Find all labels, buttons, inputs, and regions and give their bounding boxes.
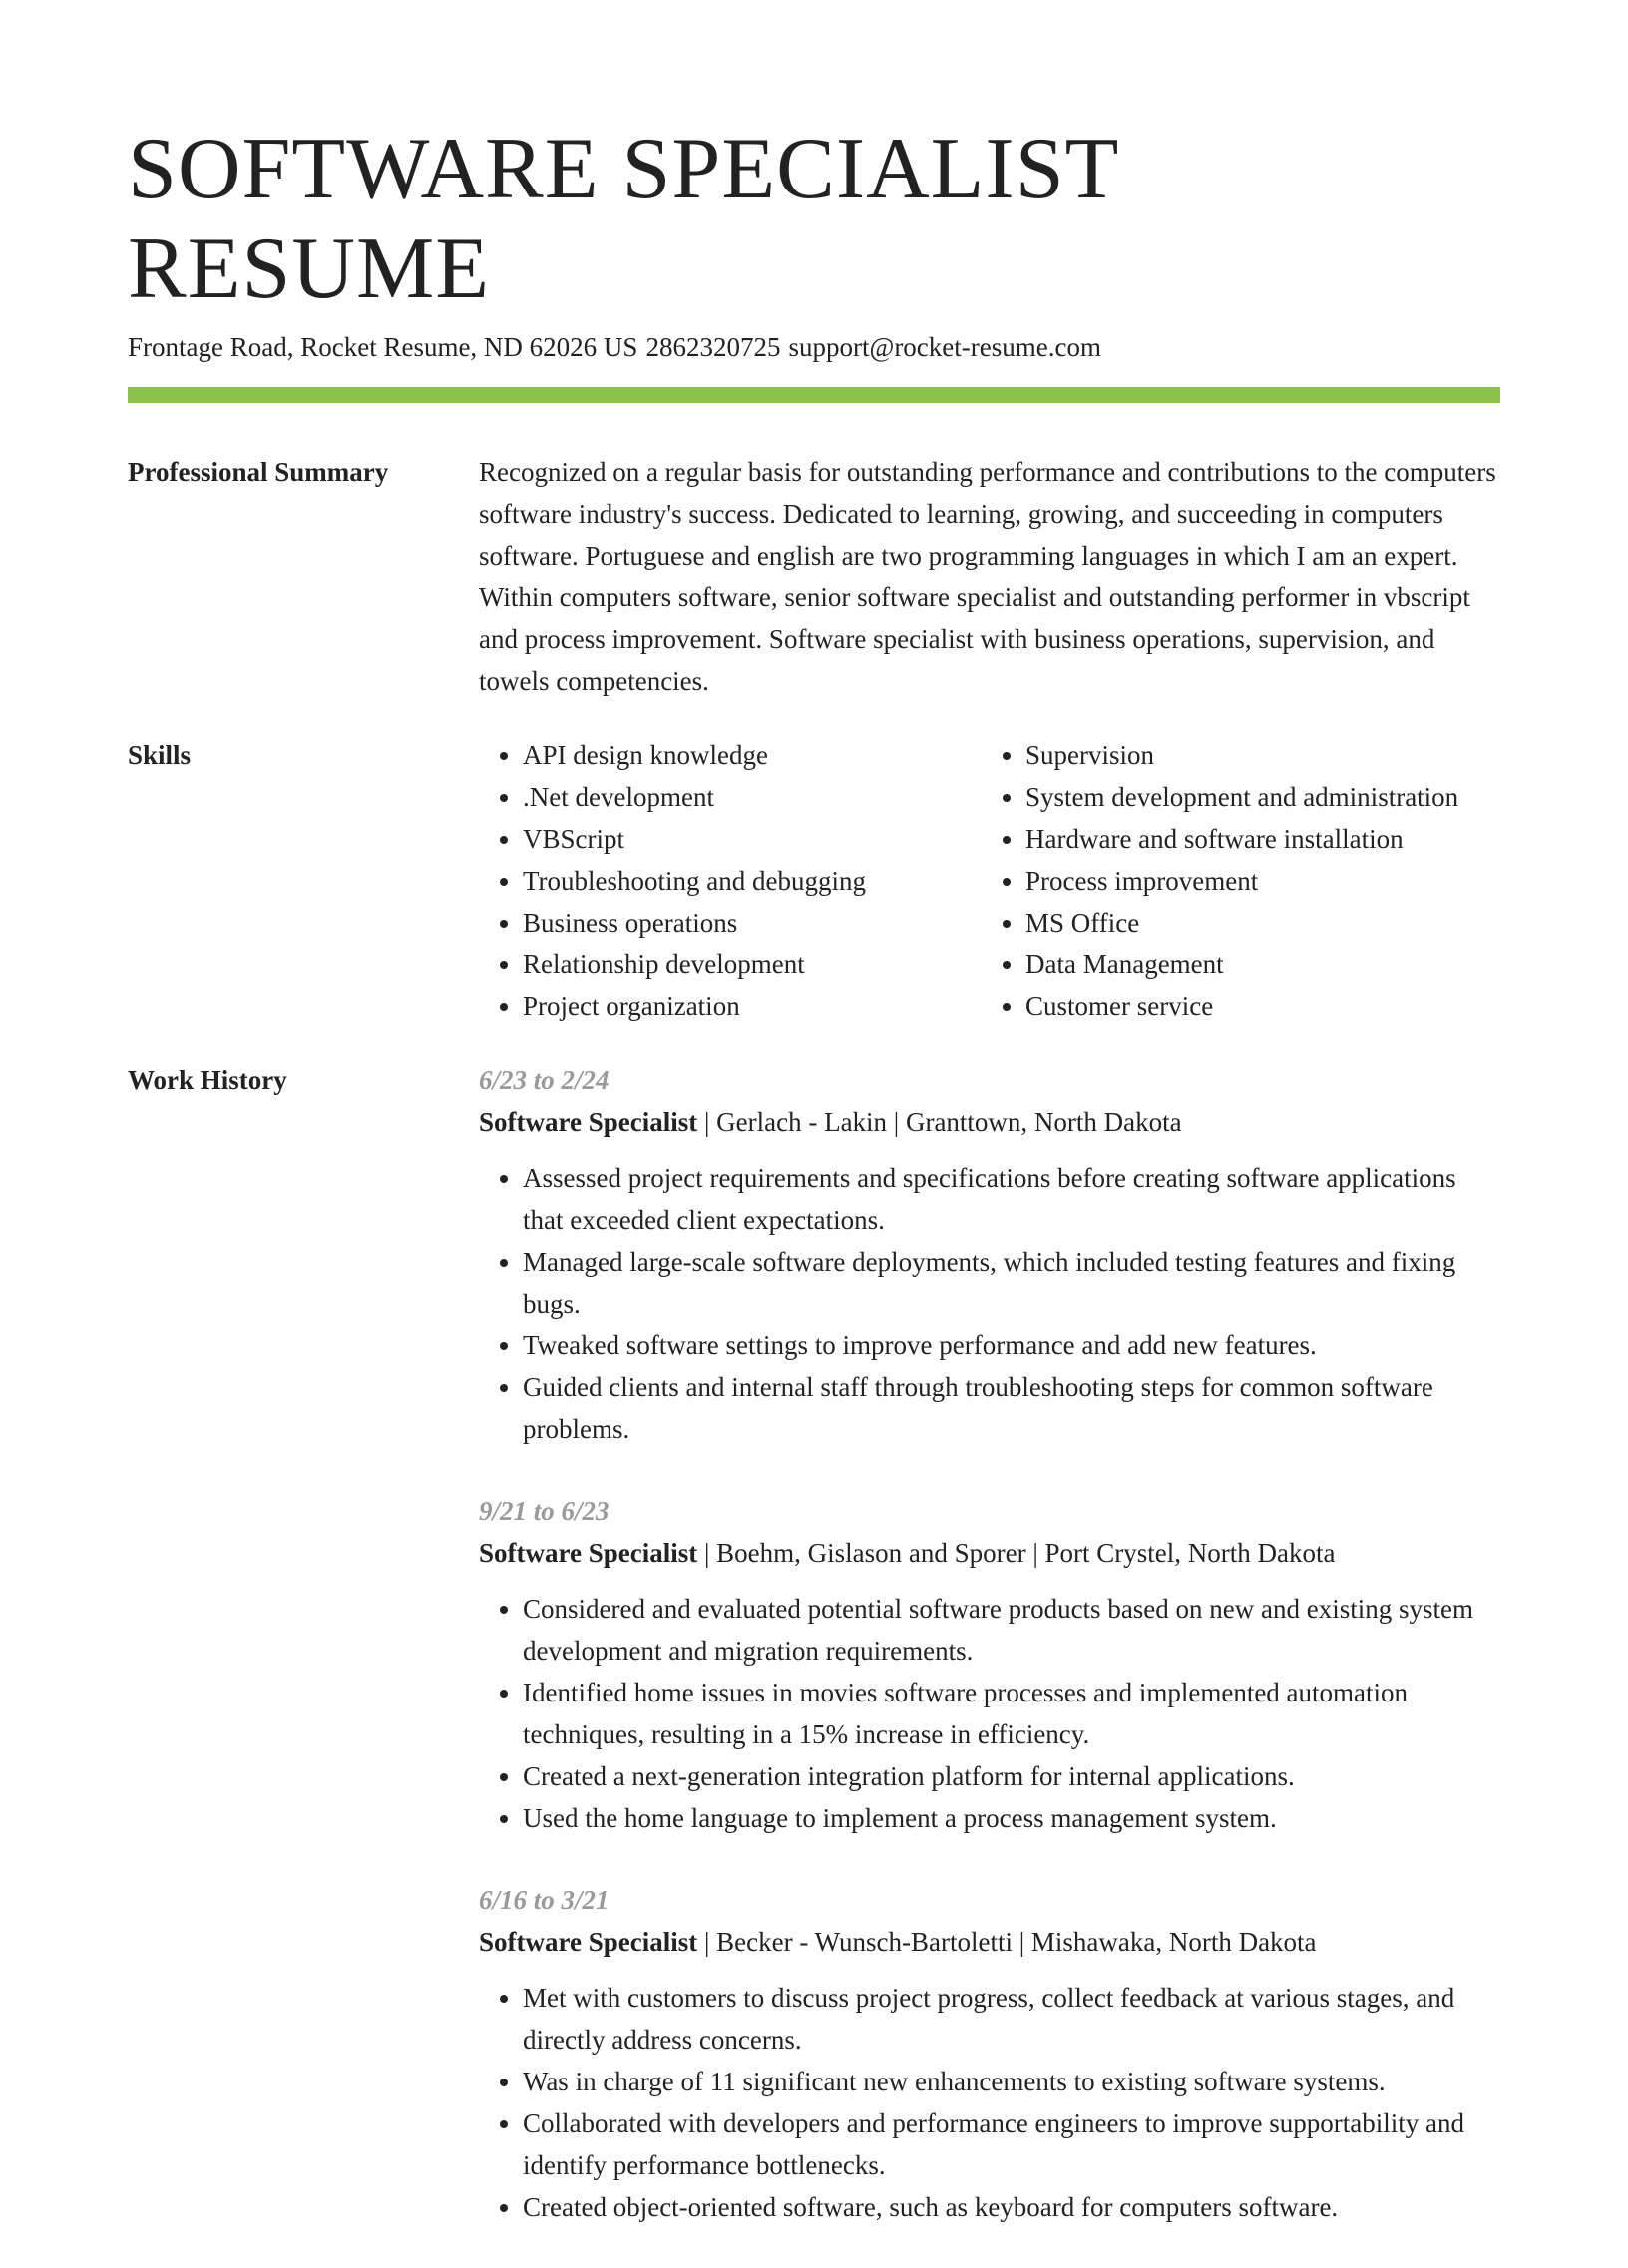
job-bullets	[479, 1157, 1500, 1450]
contact-email: support@rocket-resume.com	[788, 332, 1101, 362]
work-section	[128, 1059, 1500, 2268]
contact-address: Frontage Road, Rocket Resume, ND 62026 US	[128, 332, 638, 362]
skill-item: • Troubleshooting and debugging	[523, 860, 982, 902]
resume-title: SOFTWARE SPECIALIST RESUME	[128, 121, 1118, 317]
job-entry	[479, 1879, 1500, 2228]
skill-item: • System development and administration	[1025, 776, 1484, 818]
skill-item: • Data Management	[1025, 944, 1484, 985]
job-heading	[479, 1921, 1500, 1963]
skill-item: • .Net development	[523, 776, 982, 818]
job-bullet: • Tweaked software settings to improve performance and add new features.	[523, 1324, 1500, 1366]
job-entry	[479, 1059, 1500, 1450]
skill-item: • API design knowledge	[523, 734, 982, 776]
job-details: | Gerlach - Lakin | Granttown, North Dakota	[697, 1107, 1182, 1137]
skill-item: • MS Office	[1025, 902, 1484, 944]
skills-column-1	[479, 734, 982, 1027]
contact-line	[128, 329, 1500, 365]
job-bullet: • Identified home issues in movies software processes and implemented automation techniques, resulting in a 15% increase in efficiency.	[523, 1672, 1500, 1755]
contact-phone: 2862320725	[645, 332, 781, 362]
job-title: Software Specialist	[479, 1927, 698, 1957]
job-bullets	[479, 1588, 1500, 1839]
skills-label: Skills	[128, 740, 192, 770]
skill-item: • Relationship development	[523, 944, 982, 985]
job-bullet: • Managed large-scale software deployments, which included testing features and fixing bugs.	[523, 1241, 1500, 1324]
summary-text: Recognized on a regular basis for outstanding performance and contributions to the computers software industry's success. Dedicated to learning, growing, and succeeding in computers software. Portuguese and english are two programming languages in which I am an expert. Within computers software, senior software specialist and outstanding performer in vbscript and process improvement. Software specialist with business operations, supervision, and towels competencies.	[479, 457, 1496, 696]
job-bullet: • Used the home language to implement a process management system.	[523, 1797, 1500, 1839]
skill-item: • Project organization	[523, 985, 982, 1027]
job-bullet: • Created a next-generation integration platform for internal applications.	[523, 1755, 1500, 1797]
job-bullet: • Assessed project requirements and specifications before creating software applications that exceeded client expectations.	[523, 1157, 1500, 1241]
skill-item: • Supervision	[1025, 734, 1484, 776]
job-title: Software Specialist	[479, 1107, 698, 1137]
skill-item: • VBScript	[523, 818, 982, 860]
skills-column-2	[982, 734, 1484, 1027]
job-bullet: • Met with customers to discuss project progress, collect feedback at various stages, and directly address concerns.	[523, 1977, 1500, 2061]
job-dates: 9/21 to 6/23	[479, 1496, 610, 1526]
work-label: Work History	[128, 1065, 287, 1095]
job-heading	[479, 1101, 1500, 1143]
skill-item: • Customer service	[1025, 985, 1484, 1027]
resume-page	[128, 0, 1500, 2268]
job-bullet: • Was in charge of 11 significant new enhancements to existing software systems.	[523, 2061, 1500, 2102]
job-title: Software Specialist	[479, 1538, 698, 1568]
skill-item: • Process improvement	[1025, 860, 1484, 902]
job-dates: 6/16 to 3/21	[479, 1885, 610, 1915]
job-bullet: • Considered and evaluated potential software products based on new and existing system development and migration requirements.	[523, 1588, 1500, 1672]
skills-section	[128, 734, 1500, 1027]
job-bullets	[479, 1977, 1500, 2228]
skill-item: • Hardware and software installation	[1025, 818, 1484, 860]
summary-section	[128, 451, 1500, 702]
job-entry	[479, 1490, 1500, 1839]
job-details: | Becker - Wunsch-Bartoletti | Mishawaka, North Dakota	[697, 1927, 1317, 1957]
job-details: | Boehm, Gislason and Sporer | Port Crystel, North Dakota	[697, 1538, 1336, 1568]
header-divider	[128, 387, 1500, 403]
job-bullet: • Collaborated with developers and performance engineers to improve supportability and identify performance bottlenecks.	[523, 2102, 1500, 2186]
job-dates: 6/23 to 2/24	[479, 1065, 610, 1095]
job-bullet: • Created object-oriented software, such as keyboard for computers software.	[523, 2186, 1500, 2228]
summary-label: Professional Summary	[128, 457, 389, 487]
skill-item: • Business operations	[523, 902, 982, 944]
job-bullet: • Guided clients and internal staff through troubleshooting steps for common software problems.	[523, 1366, 1500, 1450]
job-heading	[479, 1532, 1500, 1574]
